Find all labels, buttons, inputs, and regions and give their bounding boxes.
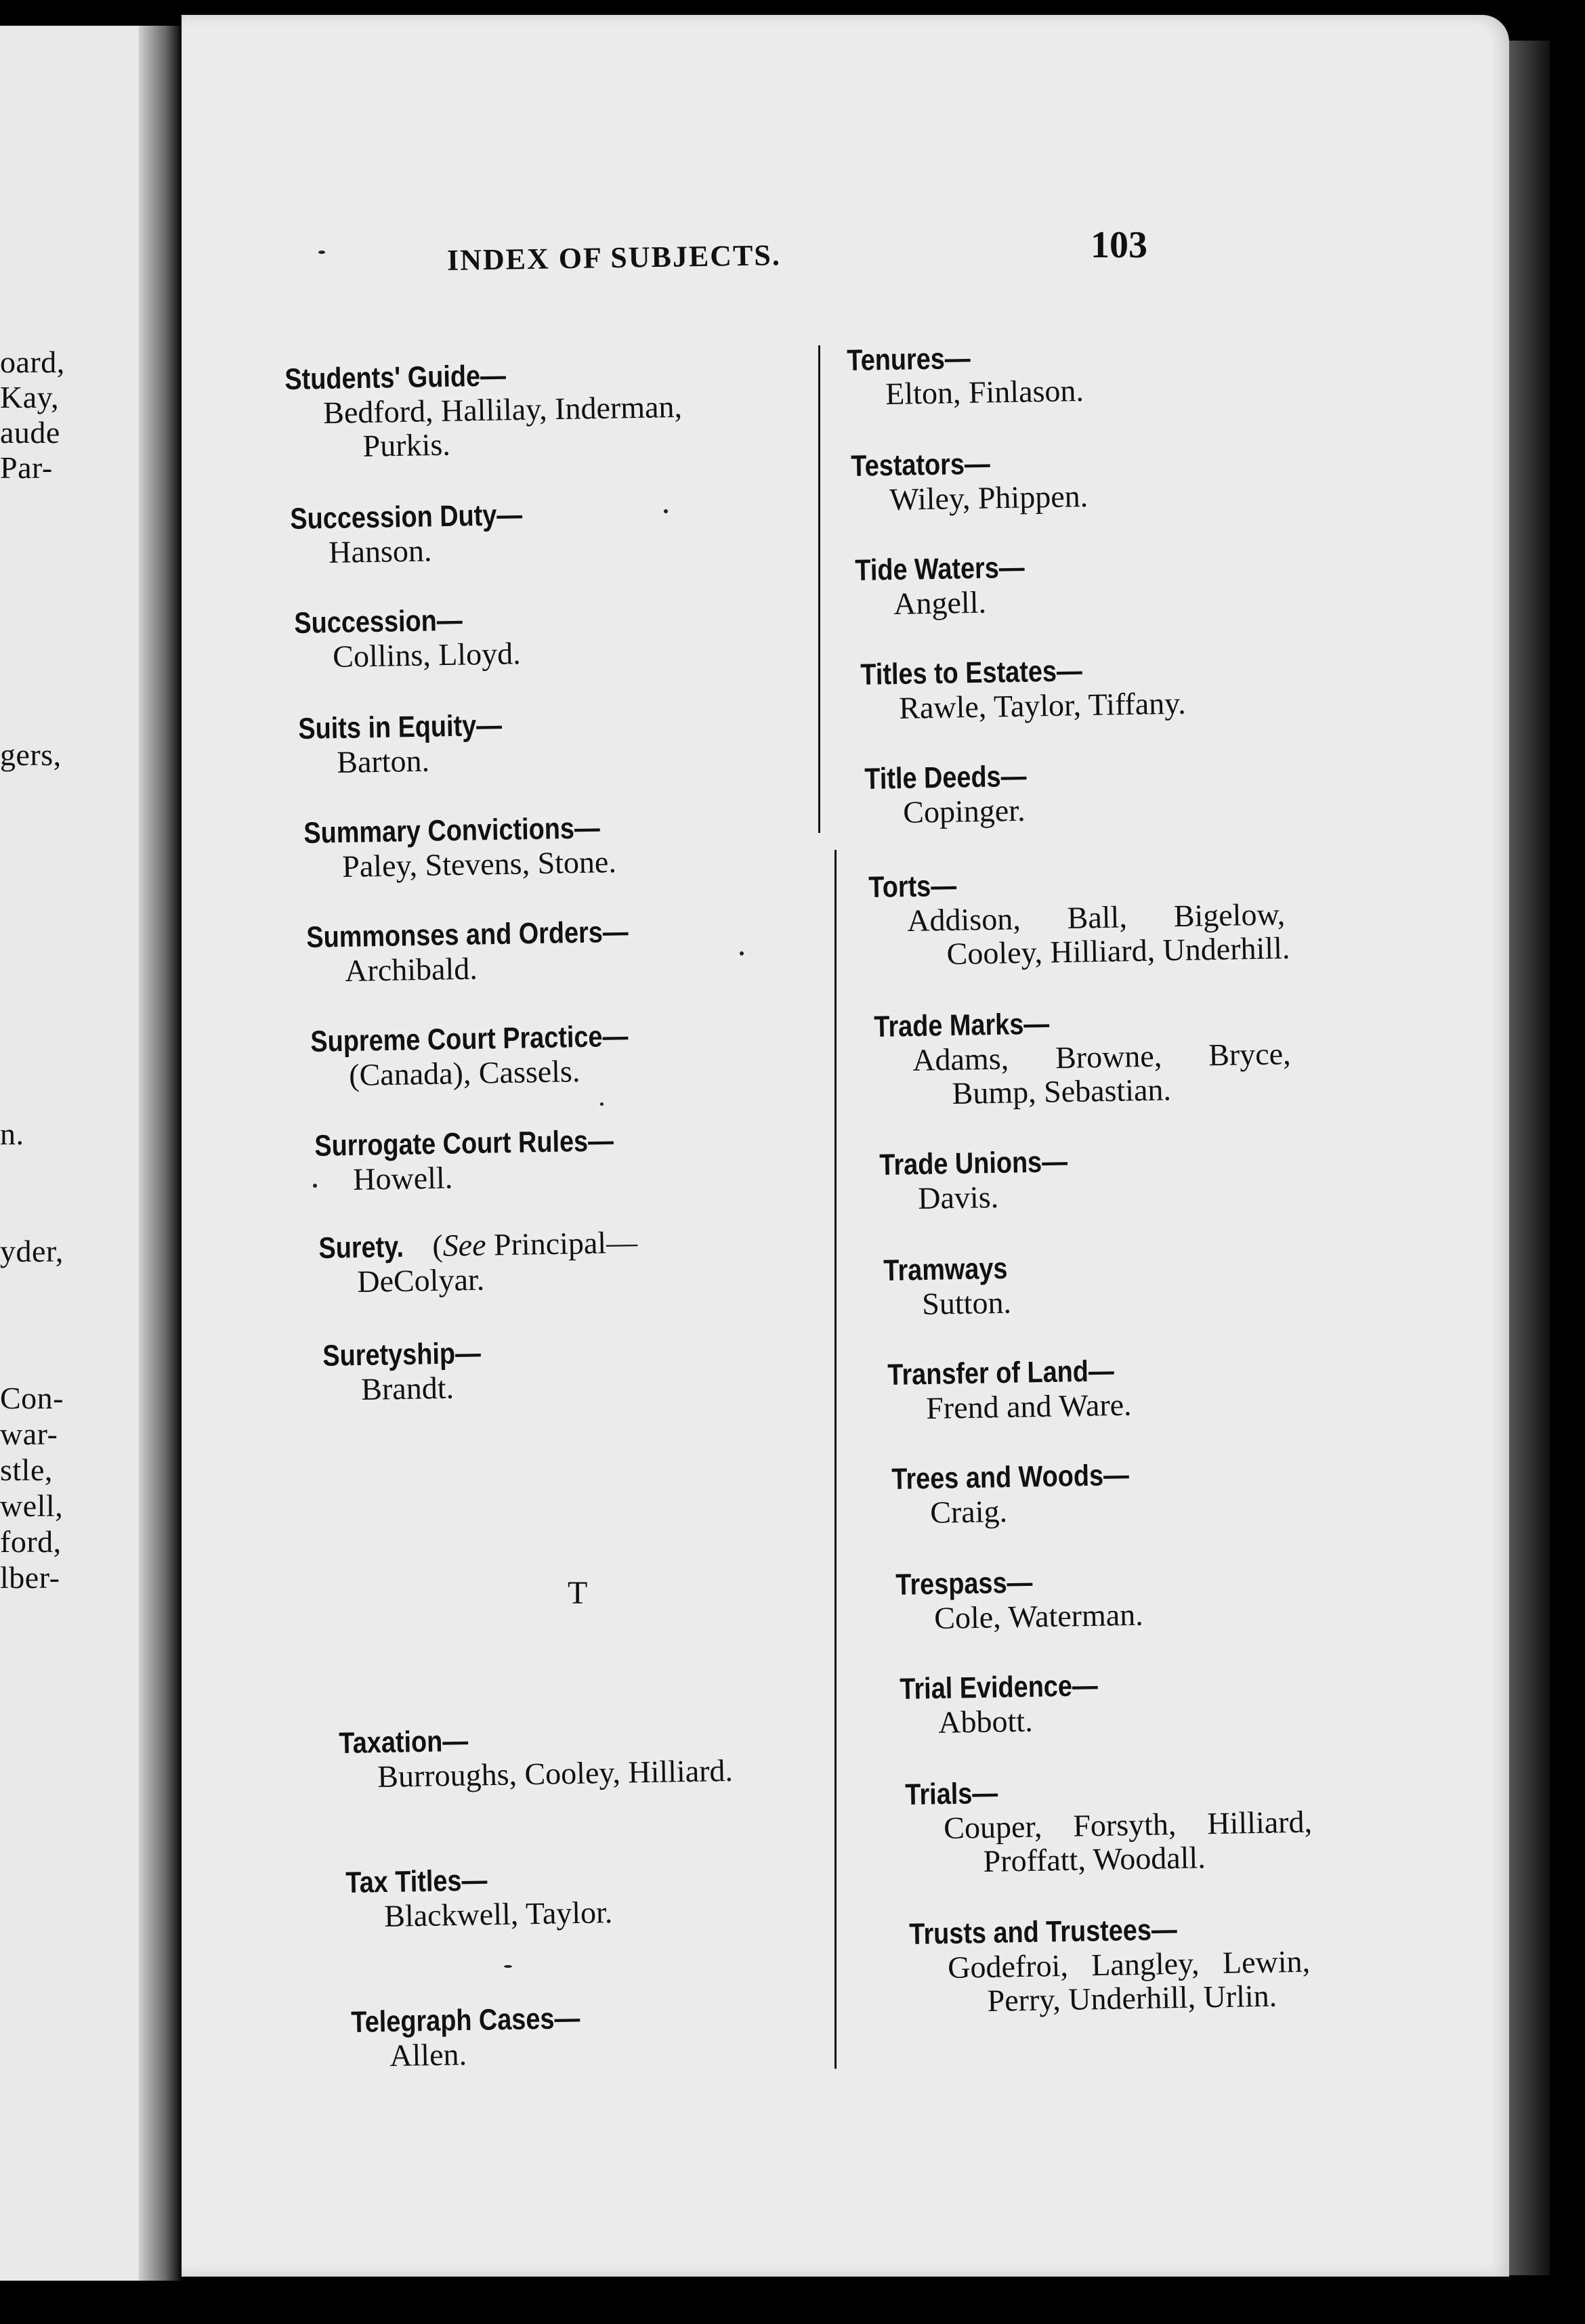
entry-references: Sutton. bbox=[921, 1285, 1012, 1322]
index-entry bbox=[868, 863, 1290, 972]
entry-heading: Suretyship— bbox=[322, 1336, 482, 1373]
column-divider bbox=[818, 345, 820, 833]
previous-page-line: Par- bbox=[0, 450, 53, 485]
previous-page-line: Con- bbox=[0, 1381, 64, 1415]
ink-speck bbox=[600, 1102, 604, 1106]
ink-speck bbox=[318, 251, 325, 254]
index-entry bbox=[905, 1771, 1313, 1880]
ink-speck bbox=[664, 509, 668, 513]
page-edge-shadow bbox=[1509, 41, 1550, 2275]
see-label: See bbox=[442, 1227, 486, 1263]
entry-heading: Trials— bbox=[905, 1776, 998, 1811]
index-entry bbox=[891, 1458, 1168, 1530]
entry-heading: Testators— bbox=[851, 447, 991, 483]
entry-heading: Supreme Court Practice— bbox=[310, 1019, 629, 1058]
entry-heading: Suits in Equity— bbox=[298, 708, 503, 746]
entry-references: Couper, Forsyth, Hilliard, Proffatt, Woodall. bbox=[943, 1804, 1313, 1879]
entry-references: Hanson. bbox=[328, 533, 432, 570]
index-entry bbox=[339, 1720, 733, 1794]
previous-page-line: n. bbox=[0, 1117, 24, 1151]
index-entry bbox=[874, 1003, 1292, 1112]
entry-references: Howell. bbox=[352, 1160, 453, 1197]
entry-heading: Succession— bbox=[294, 603, 463, 640]
index-entry bbox=[303, 811, 649, 884]
index-entry bbox=[855, 551, 1053, 622]
entry-references: Wiley, Phippen. bbox=[889, 478, 1089, 517]
page-number: 103 bbox=[1091, 224, 1147, 266]
index-entry bbox=[895, 1564, 1143, 1636]
entry-references: Barton. bbox=[336, 743, 430, 780]
index-entry bbox=[864, 759, 1054, 830]
entry-references: DeColyar. bbox=[356, 1262, 485, 1299]
entry-references: Allen. bbox=[389, 2037, 467, 2073]
previous-page-line: gers, bbox=[0, 737, 62, 772]
entry-references: Addison, Ball, Bigelow, Cooley, Hilliard, Underhill. bbox=[906, 897, 1290, 972]
index-entry bbox=[900, 1669, 1131, 1740]
entry-references: Abbott. bbox=[937, 1703, 1033, 1740]
ink-speck bbox=[313, 1184, 317, 1188]
index-entry bbox=[314, 1123, 663, 1197]
index-entry bbox=[351, 2001, 618, 2073]
entry-references: Blackwell, Taylor. bbox=[383, 1895, 613, 1934]
index-entry bbox=[310, 1018, 681, 1093]
entry-references: Cole, Waterman. bbox=[933, 1597, 1144, 1636]
running-head: INDEX OF SUBJECTS. bbox=[446, 238, 782, 277]
entry-heading: Title Deeds— bbox=[864, 759, 1027, 796]
previous-page-line: oard, bbox=[0, 345, 65, 379]
index-entry bbox=[306, 914, 681, 989]
entry-references: Bedford, Hallilay, Inderman, Purkis. bbox=[322, 389, 683, 464]
previous-page-line: war- bbox=[0, 1417, 58, 1451]
index-entry bbox=[345, 1862, 613, 1934]
cross-reference bbox=[432, 1224, 638, 1264]
previous-page-line: stle, bbox=[0, 1452, 53, 1487]
entry-heading: Trade Unions— bbox=[879, 1145, 1068, 1182]
entry-heading: Summonses and Orders— bbox=[306, 915, 629, 954]
entry-heading: Tenures— bbox=[847, 341, 971, 377]
entry-references: Angell. bbox=[893, 584, 987, 622]
entry-references: Rawle, Taylor, Tiffany. bbox=[898, 685, 1187, 726]
section-letter: T bbox=[568, 1575, 588, 1611]
index-entry bbox=[322, 1336, 507, 1407]
book-gutter bbox=[139, 26, 183, 2281]
index-entry bbox=[860, 653, 1186, 726]
index-entry bbox=[284, 356, 683, 465]
entry-references: Collins, Lloyd. bbox=[332, 636, 522, 674]
index-entry bbox=[318, 1224, 638, 1299]
entry-references: Archibald. bbox=[344, 951, 478, 989]
entry-heading: Trusts and Trustees— bbox=[909, 1913, 1178, 1951]
entry-references: Paley, Stevens, Stone. bbox=[341, 844, 617, 884]
entry-references: Burroughs, Cooley, Hilliard. bbox=[377, 1752, 734, 1794]
ink-speck bbox=[740, 951, 744, 955]
entry-heading-line bbox=[318, 1224, 638, 1266]
entry-heading: Trespass— bbox=[895, 1566, 1033, 1601]
previous-page-line: well, bbox=[0, 1488, 64, 1523]
entry-references: Godefroi, Langley, Lewin, Perry, Underhill, Urlin. bbox=[947, 1943, 1311, 2019]
entry-heading: Titles to Estates— bbox=[860, 654, 1083, 691]
index-entry bbox=[879, 1144, 1099, 1216]
previous-page-line: aude bbox=[0, 415, 60, 450]
entry-references: Copinger. bbox=[902, 792, 1026, 830]
index-entry bbox=[883, 1251, 1029, 1322]
entry-heading: Trees and Woods— bbox=[891, 1458, 1130, 1496]
entry-heading: Summary Convictions— bbox=[303, 811, 601, 850]
previous-page-line: Kay, bbox=[0, 380, 60, 414]
entry-references: Elton, Finlason. bbox=[885, 372, 1084, 412]
entry-heading: Students' Guide— bbox=[284, 359, 507, 396]
entry-references: Adams, Browne, Bryce, Bump, Sebastian. bbox=[912, 1036, 1291, 1111]
entry-heading: Trial Evidence— bbox=[900, 1669, 1099, 1706]
index-entry bbox=[847, 340, 1084, 412]
entry-heading: Tide Waters— bbox=[855, 551, 1026, 587]
previous-page-edge bbox=[0, 26, 161, 2281]
entry-references: (Canada), Cassels. bbox=[348, 1054, 580, 1093]
ink-speck bbox=[504, 1965, 512, 1968]
previous-page-line: ford, bbox=[0, 1524, 62, 1559]
entry-heading: Telegraph Cases— bbox=[351, 2002, 580, 2039]
entry-heading: Tax Titles— bbox=[345, 1864, 488, 1899]
previous-page-line: lber- bbox=[0, 1560, 60, 1595]
entry-heading: Succession Duty— bbox=[290, 498, 523, 536]
previous-page-line: yder, bbox=[0, 1234, 64, 1268]
entry-references: Davis. bbox=[917, 1179, 999, 1216]
index-entry bbox=[887, 1354, 1151, 1426]
entry-heading: Transfer of Land— bbox=[887, 1354, 1115, 1392]
index-entry bbox=[298, 708, 536, 780]
index-entry bbox=[909, 1911, 1311, 2019]
entry-heading: Surrogate Court Rules— bbox=[314, 1124, 614, 1163]
cross-reference-target: Principal— bbox=[486, 1224, 638, 1262]
cross-reference-open: ( bbox=[431, 1228, 444, 1264]
column-divider bbox=[834, 850, 837, 2069]
entry-heading: Trade Marks— bbox=[874, 1007, 1050, 1043]
entry-heading: Tramways bbox=[883, 1251, 1008, 1287]
entry-references: Brandt. bbox=[360, 1370, 455, 1407]
entry-heading: Surety. bbox=[318, 1230, 404, 1265]
index-entry bbox=[290, 498, 561, 570]
entry-references: Frend and Ware. bbox=[925, 1387, 1132, 1426]
entry-heading: Taxation— bbox=[339, 1724, 469, 1760]
index-entry bbox=[851, 446, 1089, 517]
entry-references: Craig. bbox=[929, 1494, 1008, 1530]
entry-heading: Torts— bbox=[868, 869, 957, 904]
index-entry bbox=[294, 603, 521, 674]
